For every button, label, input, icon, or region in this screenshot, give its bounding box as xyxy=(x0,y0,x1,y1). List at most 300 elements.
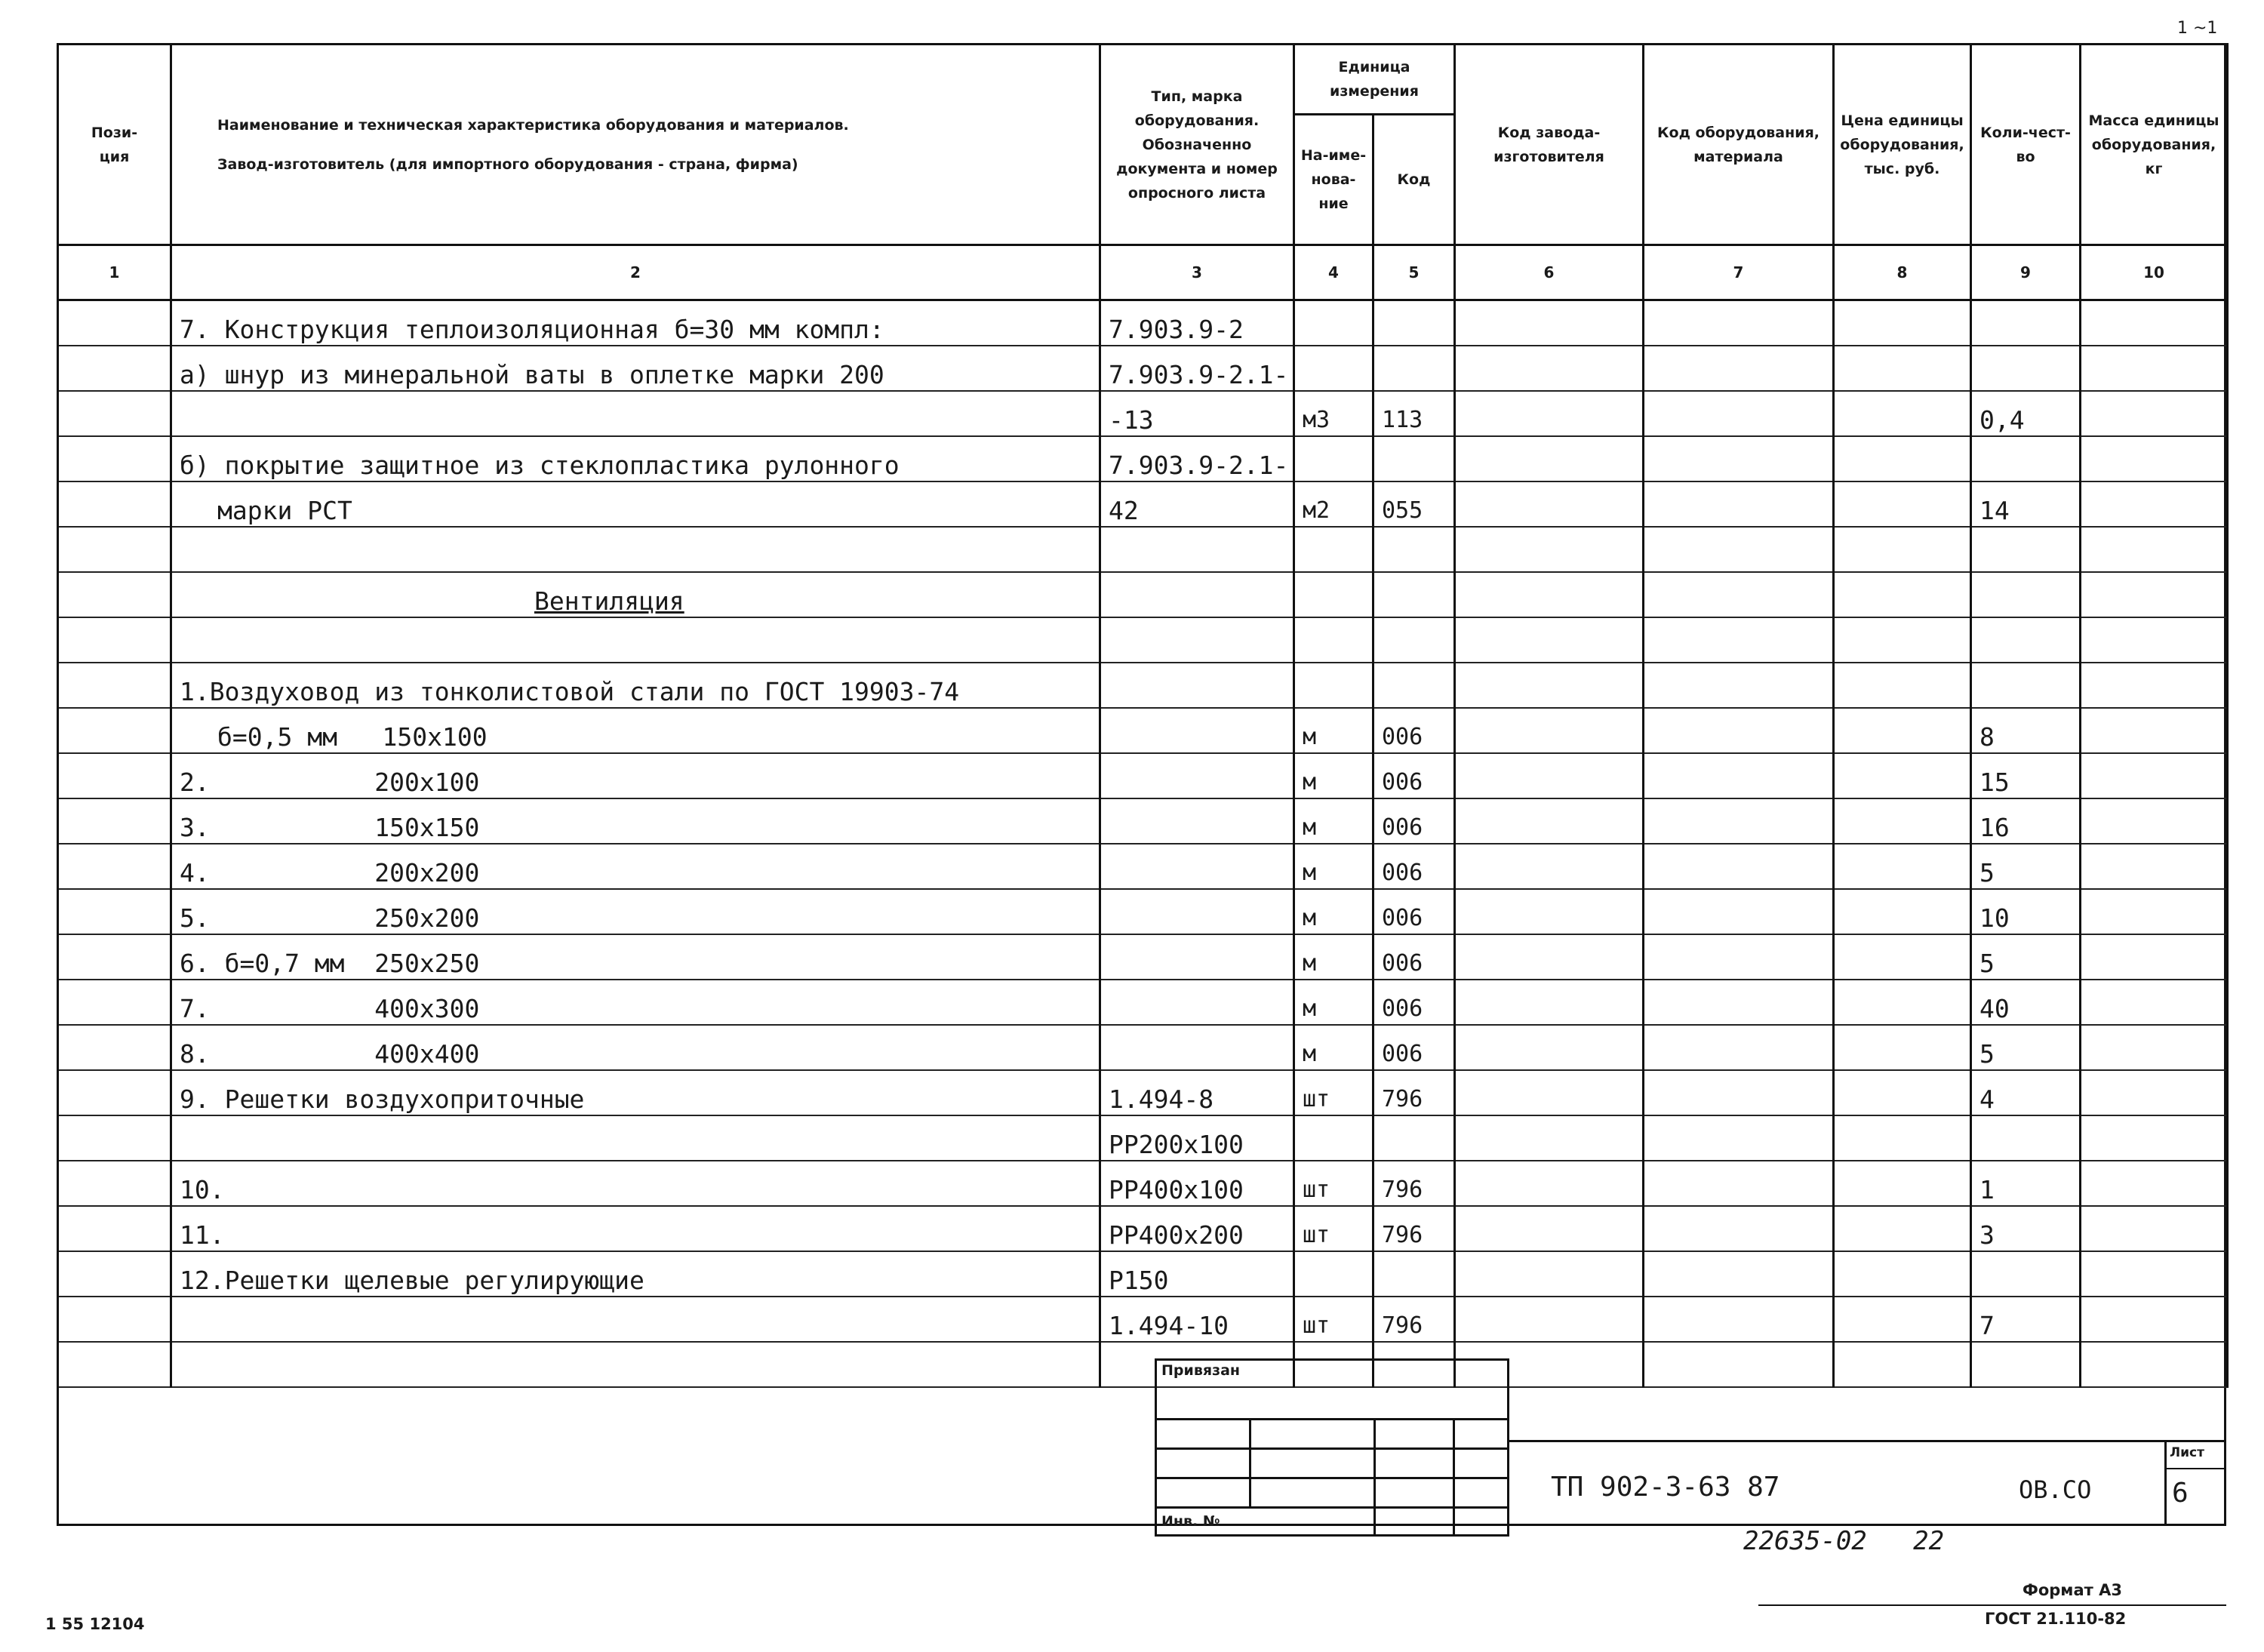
cell-qty: 15 xyxy=(1971,753,2081,798)
header-name xyxy=(171,45,1100,245)
cell-empty xyxy=(1644,708,1834,753)
cell-empty xyxy=(58,346,171,391)
cell-unit: м xyxy=(1294,889,1373,934)
cell-empty xyxy=(2081,1070,2228,1115)
cell-qty: 0,4 xyxy=(1971,391,2081,436)
cell-empty xyxy=(58,708,171,753)
table-row xyxy=(58,980,2228,1025)
cell-name: 6. б=0,7 мм 250x250 xyxy=(171,934,1100,980)
colnum-6: 6 xyxy=(1455,245,1644,300)
cell-unit xyxy=(1294,346,1373,391)
colnum-4: 4 xyxy=(1294,245,1373,300)
cell-empty xyxy=(1834,346,1971,391)
cell-empty xyxy=(1455,934,1644,980)
colnum-10: 10 xyxy=(2081,245,2228,300)
cell-type: -13 xyxy=(1100,391,1294,436)
cell-empty xyxy=(1455,1297,1644,1342)
cell-empty xyxy=(1455,391,1644,436)
cell-unit: м xyxy=(1294,798,1373,844)
cell-type xyxy=(1100,527,1294,572)
stamp-sheet-line xyxy=(2164,1468,2226,1469)
cell-empty xyxy=(1834,844,1971,889)
cell-empty xyxy=(1834,300,1971,346)
cell-empty xyxy=(58,1070,171,1115)
cell-empty xyxy=(1834,708,1971,753)
cell-name xyxy=(171,1297,1100,1342)
header-mass: Масса единицы оборудования, кг xyxy=(2081,45,2228,245)
cell-empty xyxy=(2081,300,2228,346)
cell-empty xyxy=(1644,1070,1834,1115)
cell-name xyxy=(171,1115,1100,1161)
cell-empty xyxy=(1644,980,1834,1025)
table-row xyxy=(58,346,2228,391)
cell-name xyxy=(171,527,1100,572)
cell-empty xyxy=(1455,798,1644,844)
cell-qty: 3 xyxy=(1971,1206,2081,1251)
cell-unit: м2 xyxy=(1294,481,1373,527)
cell-empty xyxy=(1644,300,1834,346)
cell-unit: м xyxy=(1294,708,1373,753)
cell-code xyxy=(1373,527,1455,572)
cell-empty xyxy=(58,1206,171,1251)
cell-code xyxy=(1373,617,1455,663)
cell-unit: шт xyxy=(1294,1206,1373,1251)
cell-empty xyxy=(1834,481,1971,527)
cell-type: 7.903.9-2.1- xyxy=(1100,436,1294,481)
cell-empty xyxy=(2081,934,2228,980)
cell-empty xyxy=(1644,1342,1834,1387)
cell-unit xyxy=(1294,527,1373,572)
cell-qty: 5 xyxy=(1971,844,2081,889)
cell-qty: 10 xyxy=(1971,889,2081,934)
cell-code: 006 xyxy=(1373,844,1455,889)
header-unit-code: Код xyxy=(1373,115,1455,245)
cell-empty xyxy=(1834,1342,1971,1387)
table-row xyxy=(58,481,2228,527)
cell-empty xyxy=(1644,346,1834,391)
header-name-line2: Завод-изготовитель (для импортного оборудования - страна, фирма) xyxy=(217,155,798,173)
cell-empty xyxy=(1644,663,1834,708)
cell-empty xyxy=(1455,481,1644,527)
cell-empty xyxy=(1455,617,1644,663)
colnum-8: 8 xyxy=(1834,245,1971,300)
cell-name: 7. 400x300 xyxy=(171,980,1100,1025)
colnum-9: 9 xyxy=(1971,245,2081,300)
table-row xyxy=(58,1161,2228,1206)
cell-qty: 16 xyxy=(1971,798,2081,844)
cell-type xyxy=(1100,572,1294,617)
cell-name: 7. Конструкция теплоизоляционная б=30 мм компл: xyxy=(171,300,1100,346)
header-factory-code: Код завода-изготовителя xyxy=(1455,45,1644,245)
cell-name: 10. xyxy=(171,1161,1100,1206)
cell-empty xyxy=(1644,753,1834,798)
cell-unit: м xyxy=(1294,844,1373,889)
cell-unit xyxy=(1294,617,1373,663)
cell-empty xyxy=(1455,1025,1644,1070)
cell-name: 11. xyxy=(171,1206,1100,1251)
table-row xyxy=(58,300,2228,346)
cell-type: 7.903.9-2 xyxy=(1100,300,1294,346)
table-row xyxy=(58,436,2228,481)
cell-code: 113 xyxy=(1373,391,1455,436)
cell-empty xyxy=(1644,1115,1834,1161)
header-quantity: Коли-чест-во xyxy=(1971,45,2081,245)
cell-empty xyxy=(2081,391,2228,436)
stamp-linked-label: Привязан xyxy=(1161,1362,1241,1379)
cell-empty xyxy=(58,527,171,572)
table-row xyxy=(58,889,2228,934)
cell-empty xyxy=(1834,980,1971,1025)
table-row xyxy=(58,572,2228,617)
cell-type: 7.903.9-2.1- xyxy=(1100,346,1294,391)
cell-empty xyxy=(2081,436,2228,481)
table-row xyxy=(58,934,2228,980)
cell-empty xyxy=(2081,346,2228,391)
cell-qty xyxy=(1971,572,2081,617)
header-unit-group: Единица измерения xyxy=(1294,45,1455,115)
cell-empty xyxy=(1834,391,1971,436)
cell-empty xyxy=(1644,481,1834,527)
cell-name: 1.Воздуховод из тонколистовой стали по ГОСТ 19903-74 xyxy=(171,663,1100,708)
table-row xyxy=(58,617,2228,663)
cell-empty xyxy=(1455,844,1644,889)
cell-empty xyxy=(1455,436,1644,481)
cell-type xyxy=(1100,1025,1294,1070)
cell-qty xyxy=(1971,617,2081,663)
stamp-sheet-divider xyxy=(2164,1440,2167,1526)
cell-empty xyxy=(1834,1206,1971,1251)
cell-empty xyxy=(2081,1025,2228,1070)
cell-name: б=0,5 мм 150x100 xyxy=(171,708,1100,753)
cell-unit xyxy=(1294,663,1373,708)
cell-qty xyxy=(1971,527,2081,572)
cell-qty: 40 xyxy=(1971,980,2081,1025)
cell-empty xyxy=(1644,617,1834,663)
table-row xyxy=(58,753,2228,798)
cell-code: 055 xyxy=(1373,481,1455,527)
cell-empty xyxy=(1834,798,1971,844)
cell-empty xyxy=(1455,1206,1644,1251)
cell-qty xyxy=(1971,1342,2081,1387)
cell-empty xyxy=(58,572,171,617)
colnum-3: 3 xyxy=(1100,245,1294,300)
table-row xyxy=(58,1115,2228,1161)
table-row xyxy=(58,1342,2228,1387)
header-price: Цена единицы оборудования, тыс. руб. xyxy=(1834,45,1971,245)
cell-qty xyxy=(1971,1251,2081,1297)
cell-name xyxy=(171,391,1100,436)
cell-empty xyxy=(1455,1070,1644,1115)
cell-empty xyxy=(58,1297,171,1342)
bottom-rule xyxy=(1758,1604,2226,1606)
cell-unit: м3 xyxy=(1294,391,1373,436)
cell-empty xyxy=(1455,753,1644,798)
table-row xyxy=(58,1070,2228,1115)
cell-code: 796 xyxy=(1373,1161,1455,1206)
cell-empty xyxy=(2081,798,2228,844)
cell-empty xyxy=(2081,1115,2228,1161)
cell-qty xyxy=(1971,1115,2081,1161)
cell-code: 006 xyxy=(1373,798,1455,844)
sheet-number: 6 xyxy=(2172,1478,2189,1509)
cell-empty xyxy=(1834,889,1971,934)
cell-empty xyxy=(58,1115,171,1161)
cell-empty xyxy=(1644,934,1834,980)
gost-label: ГОСТ 21.110-82 xyxy=(1985,1610,2127,1628)
cell-name: б) покрытие защитное из стеклопластика рулонного xyxy=(171,436,1100,481)
header-unit-name: На-име-нова-ние xyxy=(1294,115,1373,245)
cell-code: 006 xyxy=(1373,708,1455,753)
cell-name: 3. 150x150 xyxy=(171,798,1100,844)
cell-empty xyxy=(58,617,171,663)
section-code: ОВ.СО xyxy=(2019,1475,2092,1504)
cell-code xyxy=(1373,300,1455,346)
header-row xyxy=(58,45,2228,115)
cell-qty: 14 xyxy=(1971,481,2081,527)
stamp-divider xyxy=(1509,1440,2226,1442)
cell-type: P150 xyxy=(1100,1251,1294,1297)
cell-empty xyxy=(58,481,171,527)
cell-empty xyxy=(1834,1251,1971,1297)
cell-type: 42 xyxy=(1100,481,1294,527)
cell-empty xyxy=(1644,889,1834,934)
cell-empty xyxy=(58,1025,171,1070)
cell-empty xyxy=(58,980,171,1025)
cell-code: 796 xyxy=(1373,1297,1455,1342)
format-label: Формат А3 xyxy=(2023,1581,2122,1599)
table-row xyxy=(58,663,2228,708)
table-row xyxy=(58,1025,2228,1070)
table-row xyxy=(58,708,2228,753)
header-material-code: Код оборудования, материала xyxy=(1644,45,1834,245)
cell-type xyxy=(1100,889,1294,934)
cell-unit: м xyxy=(1294,934,1373,980)
cell-empty xyxy=(1644,391,1834,436)
cell-empty xyxy=(1834,663,1971,708)
cell-qty xyxy=(1971,436,2081,481)
cell-name xyxy=(171,617,1100,663)
cell-type xyxy=(1100,844,1294,889)
cell-code xyxy=(1373,1115,1455,1161)
cell-empty xyxy=(1834,1161,1971,1206)
colnum-7: 7 xyxy=(1644,245,1834,300)
cell-empty xyxy=(1834,436,1971,481)
cell-empty xyxy=(58,663,171,708)
cell-empty xyxy=(1455,708,1644,753)
cell-empty xyxy=(1644,798,1834,844)
cell-qty: 8 xyxy=(1971,708,2081,753)
cell-code xyxy=(1373,1251,1455,1297)
cell-empty xyxy=(2081,1206,2228,1251)
cell-name: а) шнур из минеральной ваты в оплетке марки 200 xyxy=(171,346,1100,391)
cell-empty xyxy=(2081,889,2228,934)
cell-empty xyxy=(1455,527,1644,572)
cell-code xyxy=(1373,663,1455,708)
cell-qty: 1 xyxy=(1971,1161,2081,1206)
cell-empty xyxy=(1644,572,1834,617)
cell-empty xyxy=(1455,300,1644,346)
cell-name: 5. 250x200 xyxy=(171,889,1100,934)
cell-empty xyxy=(1644,1025,1834,1070)
cell-name: 9. Решетки воздухоприточные xyxy=(171,1070,1100,1115)
cell-empty xyxy=(58,391,171,436)
cell-unit: шт xyxy=(1294,1161,1373,1206)
cell-empty xyxy=(2081,708,2228,753)
stamp-inv-label: Инв. № xyxy=(1161,1513,1220,1530)
cell-empty xyxy=(1455,572,1644,617)
cell-type: 1.494-10 xyxy=(1100,1297,1294,1342)
cell-name: 12.Решетки щелевые регулирующие xyxy=(171,1251,1100,1297)
cell-empty xyxy=(1644,1206,1834,1251)
cell-empty xyxy=(2081,617,2228,663)
cell-empty xyxy=(1455,1115,1644,1161)
cell-empty xyxy=(1455,1251,1644,1297)
table-row xyxy=(58,798,2228,844)
cell-qty: 5 xyxy=(1971,1025,2081,1070)
corner-code: 1 55 12104 xyxy=(45,1615,145,1633)
cell-empty xyxy=(58,844,171,889)
colnum-5: 5 xyxy=(1373,245,1455,300)
cell-empty xyxy=(58,798,171,844)
table-row xyxy=(58,844,2228,889)
project-code: ТП 902-3-63 87 xyxy=(1551,1472,1780,1503)
cell-code: 796 xyxy=(1373,1206,1455,1251)
cell-qty: 5 xyxy=(1971,934,2081,980)
cell-name: марки РСТ xyxy=(171,481,1100,527)
cell-empty xyxy=(1455,663,1644,708)
cell-empty xyxy=(2081,481,2228,527)
cell-empty xyxy=(2081,844,2228,889)
cell-code: 796 xyxy=(1373,1070,1455,1115)
stamp-table xyxy=(1155,1358,1509,1537)
cell-empty xyxy=(1644,844,1834,889)
cell-empty xyxy=(58,1161,171,1206)
cell-empty xyxy=(1834,934,1971,980)
table-row xyxy=(58,1251,2228,1297)
cell-empty xyxy=(1455,346,1644,391)
cell-type xyxy=(1100,708,1294,753)
cell-empty xyxy=(58,436,171,481)
cell-empty xyxy=(1644,1251,1834,1297)
cell-qty: 7 xyxy=(1971,1297,2081,1342)
sheet-label: Лист xyxy=(2170,1445,2204,1460)
cell-empty xyxy=(58,300,171,346)
cell-code: 006 xyxy=(1373,934,1455,980)
cell-empty xyxy=(1455,889,1644,934)
cell-empty xyxy=(1834,527,1971,572)
cell-empty xyxy=(1455,980,1644,1025)
cell-type xyxy=(1100,934,1294,980)
cell-code xyxy=(1373,346,1455,391)
cell-code xyxy=(1373,572,1455,617)
column-number-row xyxy=(58,245,2228,300)
cell-empty xyxy=(1834,1297,1971,1342)
cell-unit xyxy=(1294,300,1373,346)
cell-type xyxy=(1100,980,1294,1025)
cell-type: PP400x200 xyxy=(1100,1206,1294,1251)
cell-qty xyxy=(1971,346,2081,391)
header-name-line1: Наименование и техническая характеристика оборудования и материалов. xyxy=(217,116,849,134)
cell-qty xyxy=(1971,300,2081,346)
cell-empty xyxy=(1644,527,1834,572)
cell-unit xyxy=(1294,572,1373,617)
cell-empty xyxy=(1644,436,1834,481)
cell-empty xyxy=(1834,617,1971,663)
cell-unit: м xyxy=(1294,980,1373,1025)
cell-empty xyxy=(1834,1115,1971,1161)
handwritten-number: 22635-02 22 xyxy=(1743,1526,1945,1556)
cell-type xyxy=(1100,798,1294,844)
cell-unit xyxy=(1294,1251,1373,1297)
cell-empty xyxy=(2081,1342,2228,1387)
table-row xyxy=(58,1206,2228,1251)
cell-unit xyxy=(1294,436,1373,481)
cell-empty xyxy=(1834,1070,1971,1115)
cell-empty xyxy=(58,1342,171,1387)
cell-empty xyxy=(2081,1161,2228,1206)
header-type: Тип, марка оборудования. Обозначенно документа и номер опросного листа xyxy=(1100,45,1294,245)
cell-empty xyxy=(1834,1025,1971,1070)
cell-type: 1.494-8 xyxy=(1100,1070,1294,1115)
cell-type: PP200x100 xyxy=(1100,1115,1294,1161)
cell-unit xyxy=(1294,1115,1373,1161)
colnum-1: 1 xyxy=(58,245,171,300)
cell-empty xyxy=(2081,1297,2228,1342)
cell-empty xyxy=(1455,1161,1644,1206)
cell-qty: 4 xyxy=(1971,1070,2081,1115)
cell-empty xyxy=(2081,1251,2228,1297)
cell-type xyxy=(1100,617,1294,663)
cell-empty xyxy=(2081,527,2228,572)
cell-name xyxy=(171,1342,1100,1387)
cell-code: 006 xyxy=(1373,1025,1455,1070)
cell-empty xyxy=(58,1251,171,1297)
cell-empty xyxy=(1834,753,1971,798)
cell-type: PP400x100 xyxy=(1100,1161,1294,1206)
cell-name: Вентиляция xyxy=(171,572,1100,617)
cell-code: 006 xyxy=(1373,980,1455,1025)
cell-code: 006 xyxy=(1373,753,1455,798)
table-row xyxy=(58,1297,2228,1342)
cell-empty xyxy=(2081,663,2228,708)
cell-empty xyxy=(2081,753,2228,798)
cell-code: 006 xyxy=(1373,889,1455,934)
table-row xyxy=(58,391,2228,436)
cell-qty xyxy=(1971,663,2081,708)
header-position: Пози- ция xyxy=(58,45,171,245)
top-mark: 1 ~1 xyxy=(2177,19,2218,38)
cell-unit: шт xyxy=(1294,1297,1373,1342)
cell-unit: м xyxy=(1294,1025,1373,1070)
cell-empty xyxy=(1644,1161,1834,1206)
cell-empty xyxy=(2081,572,2228,617)
cell-type xyxy=(1100,753,1294,798)
cell-unit: шт xyxy=(1294,1070,1373,1115)
specification-table xyxy=(57,43,2229,1388)
cell-type xyxy=(1100,663,1294,708)
cell-empty xyxy=(1644,1297,1834,1342)
cell-empty xyxy=(58,934,171,980)
cell-empty xyxy=(1834,572,1971,617)
cell-code xyxy=(1373,436,1455,481)
cell-unit: м xyxy=(1294,753,1373,798)
cell-name: 2. 200x100 xyxy=(171,753,1100,798)
cell-name: 8. 400x400 xyxy=(171,1025,1100,1070)
cell-empty xyxy=(2081,980,2228,1025)
cell-empty xyxy=(58,889,171,934)
colnum-2: 2 xyxy=(171,245,1100,300)
cell-name: 4. 200x200 xyxy=(171,844,1100,889)
